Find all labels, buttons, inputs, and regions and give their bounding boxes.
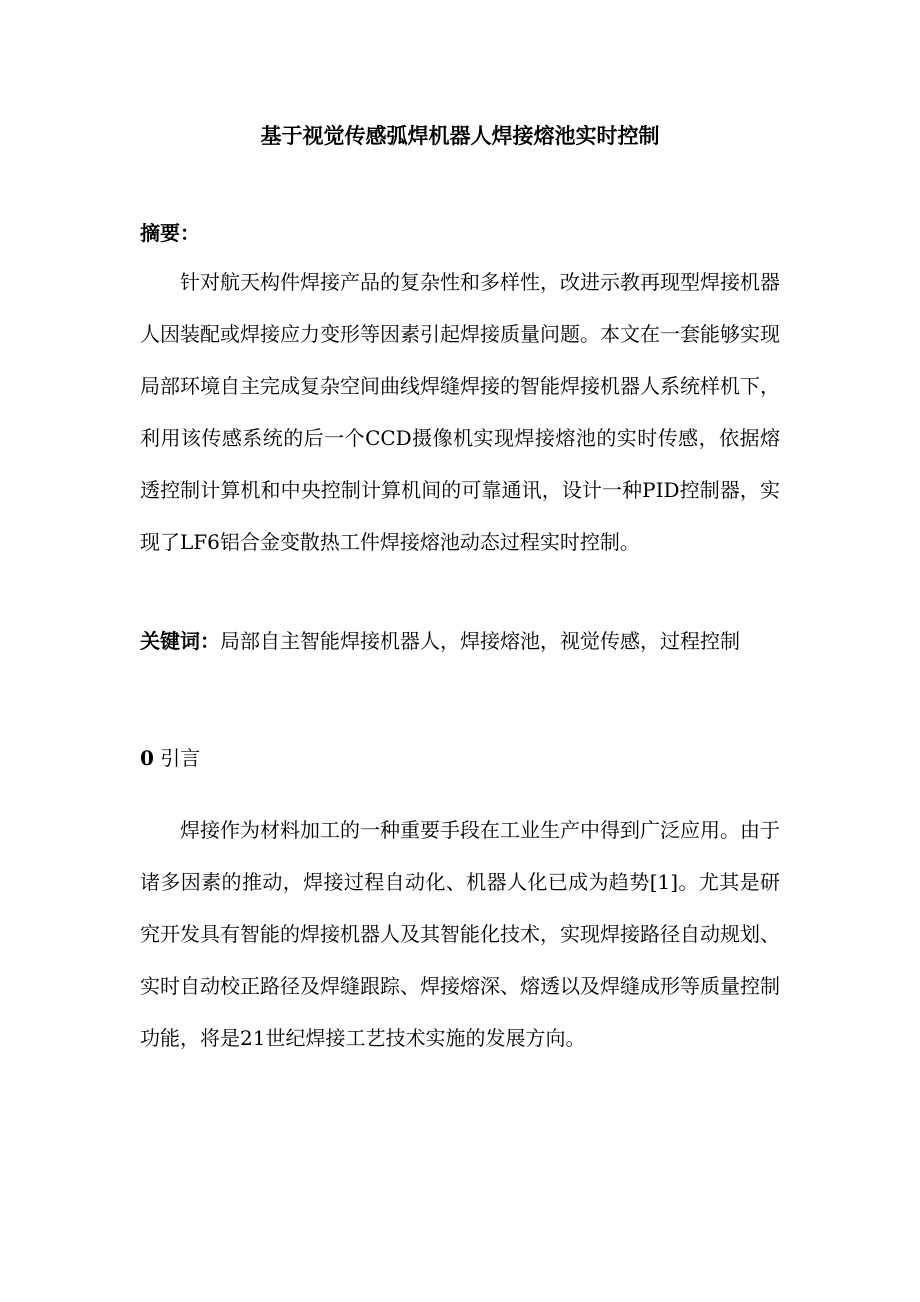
keywords-line	[140, 618, 780, 664]
keywords-label: 关键词：	[140, 629, 220, 653]
document-title: 基于视觉传感弧焊机器人焊接熔池实时控制	[260, 123, 660, 148]
keywords-text: 局部自主智能焊接机器人，焊接熔池，视觉传感，过程控制	[220, 629, 740, 653]
intro-paragraph: 焊接作为材料加工的一种重要手段在工业生产中得到广泛应用。由于诸多因素的推动，焊接过程自动化、机器人化已成为趋势[1]。尤其是研究开发具有智能的焊接机器人及其智能化技术，实现焊接路径自动规划、实时自动校正路径及焊缝跟踪、焊接熔深、熔透以及焊缝成形等质量控制功能，将是21世纪焊接工艺技术实施的发展方向。	[140, 818, 780, 1050]
section-number: 0	[140, 746, 154, 770]
section-title: 引言	[160, 746, 201, 770]
abstract-paragraph: 针对航天构件焊接产品的复杂性和多样性，改进示教再现型焊接机器人因装配或焊接应力变形等因素引起焊接质量问题。本文在一套能够实现局部环境自主完成复杂空间曲线焊缝焊接的智能焊接机器人系统样机下，利用该传感系统的后一个CCD摄像机实现焊接熔池的实时传感，依据熔透控制计算机和中央控制计算机间的可靠通讯，设计一种PID控制器，实现了LF6铝合金变散热工件焊接熔池动态过程实时控制。	[140, 270, 780, 554]
section-heading	[140, 740, 780, 776]
abstract-heading: 摘要：	[140, 221, 200, 245]
